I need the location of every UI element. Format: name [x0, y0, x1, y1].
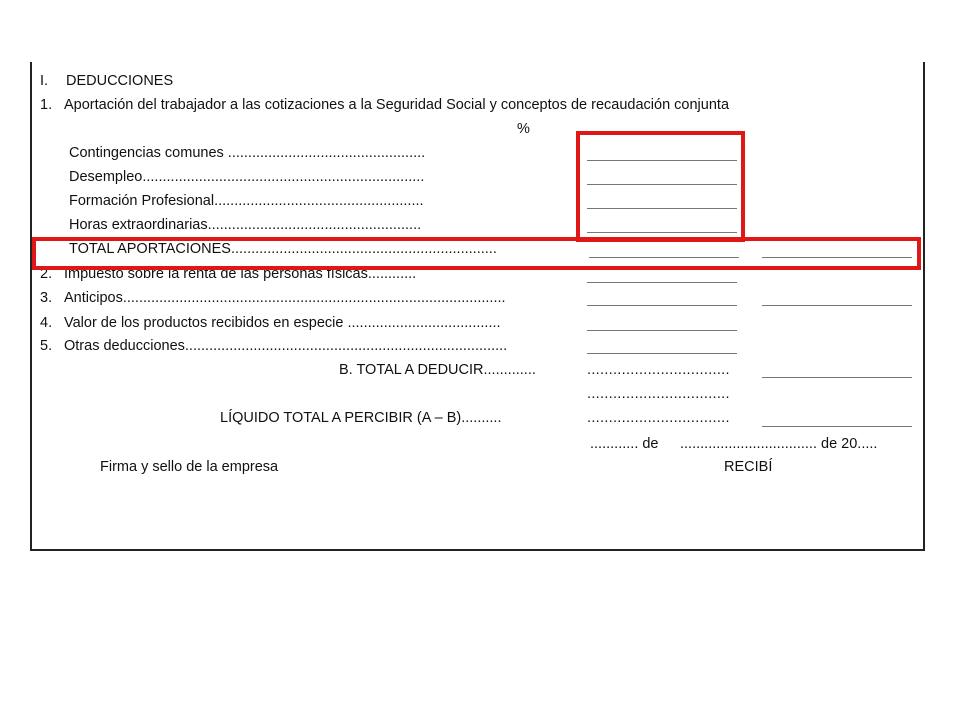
percent-header: % [517, 121, 530, 137]
percent-column-highlight [576, 131, 745, 242]
total-aportaciones-highlight [32, 237, 921, 270]
received-label: RECIBÍ [724, 459, 773, 475]
item-text: Otras deducciones................................................................................ [64, 338, 508, 354]
item-number: 3. [40, 290, 53, 306]
contribution-label: Contingencias comunes ................................................. [69, 145, 426, 161]
contribution-label: Formación Profesional.................................................... [69, 193, 424, 209]
section-number: I. [40, 73, 49, 89]
item-blank[interactable] [587, 282, 737, 283]
item-blank-total[interactable] [762, 305, 912, 306]
item-blank[interactable] [587, 330, 737, 331]
date-month-year[interactable]: .................................. de 20..... [680, 436, 878, 452]
liquido-total-label: LÍQUIDO TOTAL A PERCIBIR (A – B).......... [220, 410, 502, 426]
contribution-label: Desempleo...................................................................... [69, 169, 425, 185]
total-deducir-label: B. TOTAL A DEDUCIR............. [339, 362, 536, 378]
extra-dots[interactable]: ................................. [587, 386, 730, 402]
total-deducir-blank[interactable] [762, 377, 912, 378]
item-blank[interactable] [587, 353, 737, 354]
item-text: Valor de los productos recibidos en especie ...................................... [64, 315, 501, 331]
liquido-total-blank[interactable] [762, 426, 912, 427]
company-signature-label: Firma y sello de la empresa [100, 459, 279, 475]
item-text: Impuesto sobre la renta de las personas físicas............ [64, 266, 417, 282]
total-deducir-dots[interactable]: ................................. [587, 362, 730, 378]
section-title: DEDUCCIONES [66, 73, 174, 89]
item-1-number: 1. [40, 97, 53, 113]
item-number: 2. [40, 266, 53, 282]
deductions-form [30, 62, 925, 551]
contribution-label: Horas extraordinarias..................................................... [69, 217, 422, 233]
item-1-text: Aportación del trabajador a las cotizaciones a la Seguridad Social y conceptos de recaudación conjunta [64, 97, 730, 113]
item-blank[interactable] [587, 305, 737, 306]
date-day[interactable]: ............ de [590, 436, 659, 452]
item-number: 5. [40, 338, 53, 354]
liquido-total-dots[interactable]: ................................. [587, 410, 730, 426]
item-number: 4. [40, 315, 53, 331]
total-aportaciones-label: TOTAL APORTACIONES.................................................................. [69, 241, 497, 257]
item-text: Anticipos............................................................................................... [64, 290, 506, 306]
